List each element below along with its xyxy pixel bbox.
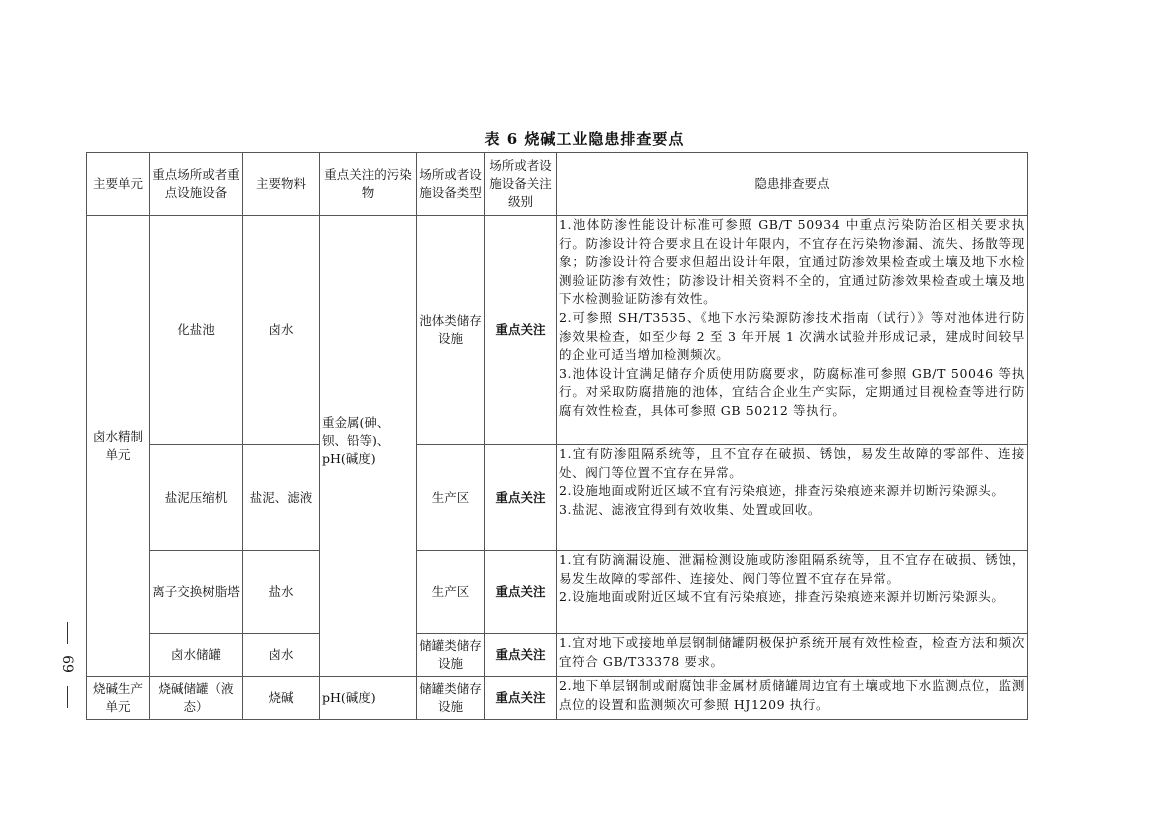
level-cell: 重点关注 bbox=[485, 677, 557, 720]
facility-cell: 盐泥压缩机 bbox=[150, 445, 243, 551]
table-title: 表 6 烧碱工业隐患排查要点 bbox=[484, 130, 685, 148]
level-cell: 重点关注 bbox=[485, 551, 557, 634]
point-item: 1.宜有防滴漏设施、泄漏检测设施或防渗阻隔系统等，且不宜存在破损、锈蚀，易发生故障的零部件、连接处、阀门等位置不宜存在异常。 bbox=[559, 552, 1025, 586]
material-cell: 盐水 bbox=[243, 551, 320, 634]
level-cell: 重点关注 bbox=[485, 634, 557, 677]
point-item: 2.可参照 SH/T3535、《地下水污染源防渗技术指南（试行）》等对池体进行防渗效果检查，如至少每 2 至 3 年开展 1 次满水试验并形成记录，建成时间较早的企业可适当增加检测频次。 bbox=[559, 309, 1025, 363]
table-row bbox=[87, 216, 1028, 445]
points-cell bbox=[557, 445, 1028, 551]
points-cell bbox=[557, 677, 1028, 720]
material-cell: 盐泥、滤液 bbox=[243, 445, 320, 551]
header-row bbox=[87, 153, 1028, 216]
page-number-text: 69 bbox=[59, 655, 75, 673]
header-unit: 主要单元 bbox=[87, 153, 150, 216]
table-row bbox=[87, 677, 1028, 720]
point-item: 3.池体设计宜满足储存介质使用防腐要求，防腐标准可参照 GB/T 50046 等执行。对采取防腐措施的池体，宜结合企业生产实际，定期通过目视检查等进行防腐有效性检查，具体可参照 GB 50212 等执行。 bbox=[559, 365, 1025, 418]
unit-cell: 卤水精制单元 bbox=[87, 216, 150, 677]
table-row bbox=[87, 445, 1028, 551]
facility-cell: 烧碱储罐（液态） bbox=[150, 677, 243, 720]
hazard-inspection-table bbox=[86, 152, 1028, 720]
table-row bbox=[87, 634, 1028, 677]
pollutant-cell: pH(碱度) bbox=[320, 677, 417, 720]
header-pollutant: 重点关注的污染物 bbox=[320, 153, 417, 216]
header-type: 场所或者设施设备类型 bbox=[417, 153, 485, 216]
level-cell: 重点关注 bbox=[485, 445, 557, 551]
table-row bbox=[87, 551, 1028, 634]
material-cell: 卤水 bbox=[243, 216, 320, 445]
point-item: 2.设施地面或附近区域不宜有污染痕迹，排查污染痕迹来源并切断污染源头。 bbox=[559, 589, 1005, 605]
type-cell: 储罐类储存设施 bbox=[417, 677, 485, 720]
type-cell: 生产区 bbox=[417, 551, 485, 634]
unit-cell: 烧碱生产单元 bbox=[87, 677, 150, 720]
page-number-dash bbox=[67, 686, 68, 708]
header-material: 主要物料 bbox=[243, 153, 320, 216]
type-cell: 池体类储存设施 bbox=[417, 216, 485, 445]
type-cell: 储罐类储存设施 bbox=[417, 634, 485, 677]
material-cell: 卤水 bbox=[243, 634, 320, 677]
points-cell bbox=[557, 551, 1028, 634]
points-cell bbox=[557, 634, 1028, 677]
point-item: 2.设施地面或附近区域不宜有污染痕迹，排查污染痕迹来源并切断污染源头。 bbox=[559, 483, 1005, 499]
material-cell: 烧碱 bbox=[243, 677, 320, 720]
point-item: 3.盐泥、滤液宜得到有效收集、处置或回收。 bbox=[559, 501, 822, 517]
facility-cell: 离子交换树脂塔 bbox=[150, 551, 243, 634]
header-facility: 重点场所或者重点设施设备 bbox=[150, 153, 243, 216]
point-item: 1.宜对地下或接地单层钢制储罐阴极保护系统开展有效性检查，检查方法和频次宜符合 GB/T33378 要求。 bbox=[559, 635, 1025, 669]
point-item: 2.地下单层钢制或耐腐蚀非金属材质储罐周边宜有土壤或地下水监测点位，监测点位的设置和监测频次可参照 HJ1209 执行。 bbox=[559, 678, 1025, 712]
page-number-dash bbox=[67, 622, 68, 644]
facility-cell: 卤水储罐 bbox=[150, 634, 243, 677]
level-cell: 重点关注 bbox=[485, 216, 557, 445]
points-cell bbox=[557, 216, 1028, 445]
page-number bbox=[58, 622, 78, 712]
header-level: 场所或者设施设备关注级别 bbox=[485, 153, 557, 216]
point-item: 1.宜有防渗阻隔系统等，且不宜存在破损、锈蚀，易发生故障的零部件、连接处、阀门等位置不宜存在异常。 bbox=[559, 446, 1025, 480]
header-points: 隐患排查要点 bbox=[557, 153, 1028, 216]
type-cell: 生产区 bbox=[417, 445, 485, 551]
pollutant-cell: 重金属(砷、钡、铅等)、pH(碱度) bbox=[320, 216, 417, 677]
facility-cell: 化盐池 bbox=[150, 216, 243, 445]
point-item: 1.池体防渗性能设计标准可参照 GB/T 50934 中重点污染防治区相关要求执行。防渗设计符合要求且在设计年限内，不宜存在污染物渗漏、流失、扬散等现象；防渗设计符合要求但超出设计年限，宜通过防渗效果检查或土壤及地下水检测验证防渗有效性；防渗设计相关资料不全的，宜通过防渗效果检查或土壤及地下水检测验证防渗有效性。 bbox=[559, 217, 1025, 307]
